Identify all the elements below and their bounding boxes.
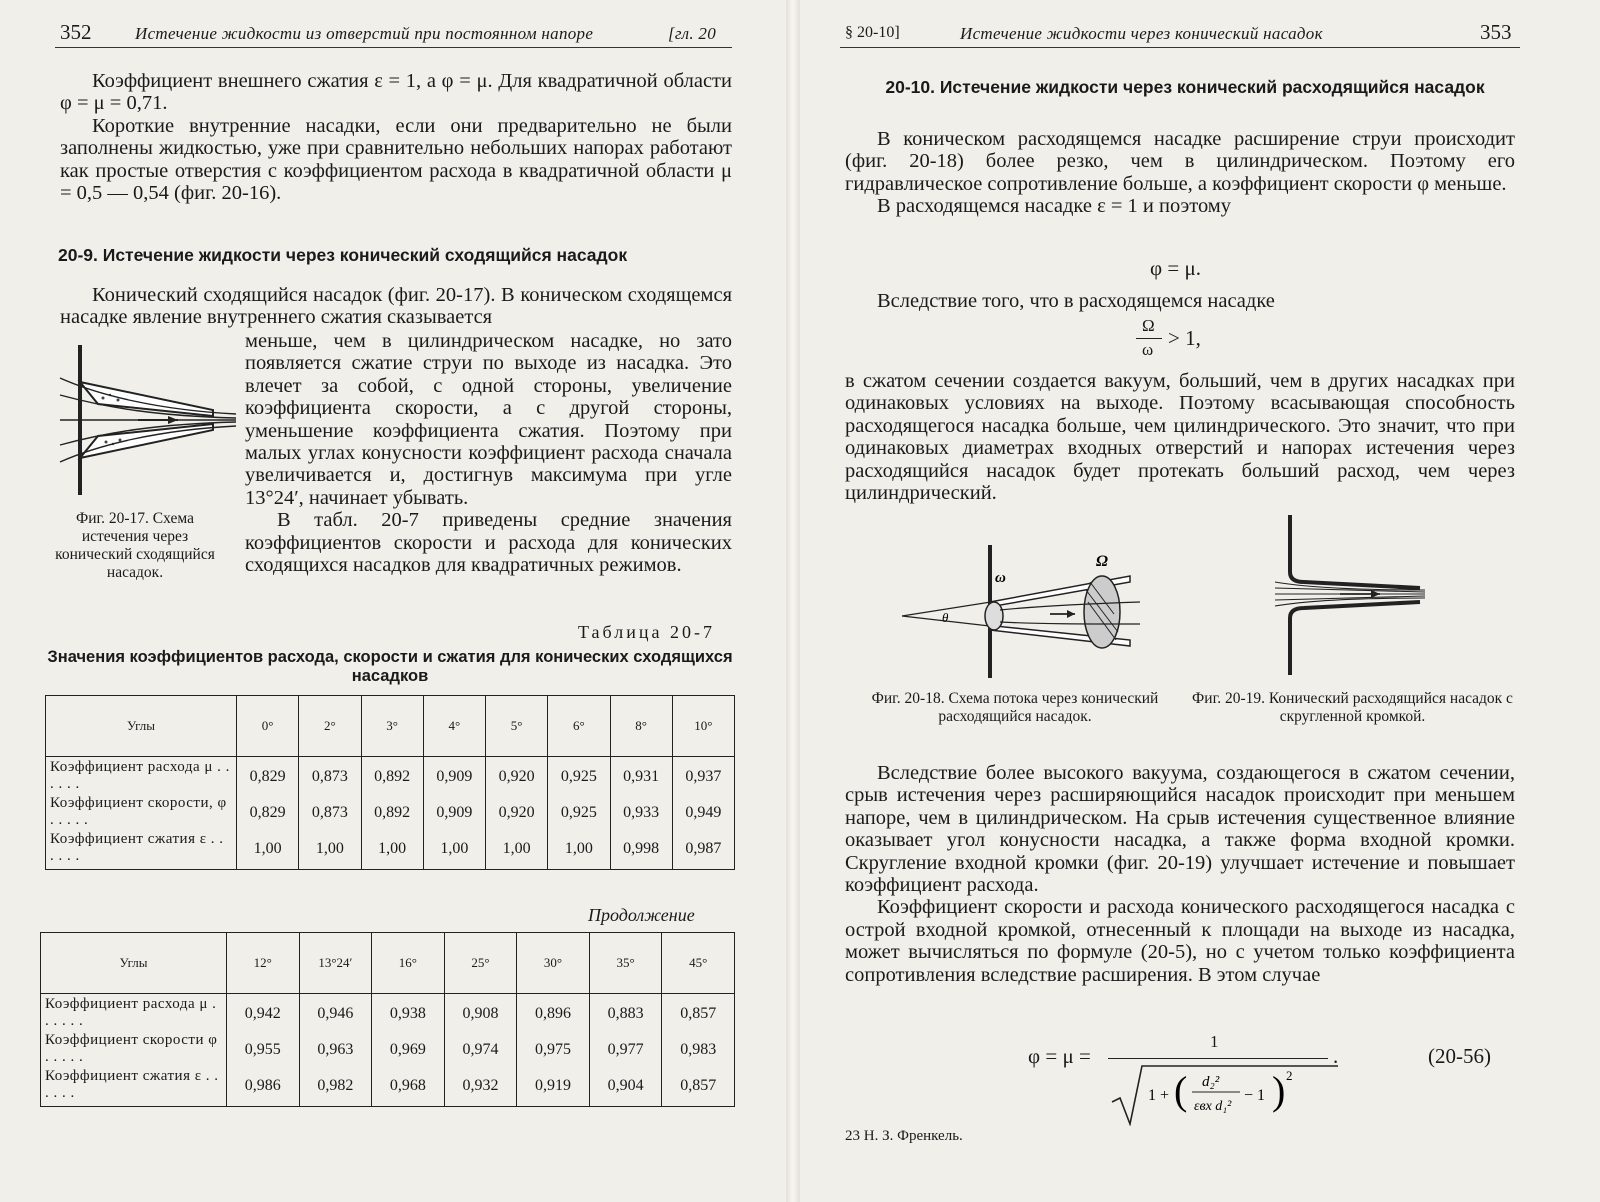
section-body [245, 330, 732, 576]
value-column [299, 994, 372, 1107]
value-column [486, 757, 548, 870]
header-angles: Углы [46, 696, 237, 757]
table-header-row [41, 933, 735, 994]
cell-mu: 0,920 [498, 768, 535, 785]
table-values-row [46, 757, 735, 870]
formula-number: (20-56) [1428, 1044, 1491, 1068]
cell-mu: 0,908 [462, 1005, 499, 1022]
section-lead [60, 284, 732, 329]
cell-eps: 1,00 [564, 840, 593, 857]
fig18-label-small: ω [995, 570, 1006, 586]
header-angle: 16° [372, 933, 445, 994]
cell-phi: 0,955 [244, 1041, 281, 1058]
right-page [800, 0, 1600, 1202]
section-title: 20-9. Истечение жидкости через конический сходящийся насадок [58, 245, 628, 265]
header-angle: 3° [361, 696, 423, 757]
value-column [423, 757, 485, 870]
cell-eps: 0,968 [389, 1077, 426, 1094]
page-number: 353 [1480, 20, 1512, 44]
cell-mu: 0,892 [374, 768, 411, 785]
cell-phi: 0,977 [607, 1041, 644, 1058]
cell-phi: 0,983 [680, 1041, 717, 1058]
table-header-row [46, 696, 735, 757]
coefficients-table-continued [40, 932, 735, 1107]
cell-mu: 0,909 [436, 768, 473, 785]
cell-mu: 0,925 [560, 768, 597, 785]
header-angle: 35° [589, 933, 662, 994]
value-column [662, 994, 735, 1107]
header-angle: 4° [423, 696, 485, 757]
row-label: Коэффициент сжатия ε . . . . . . [50, 831, 224, 864]
ratio-rest: > 1, [1168, 326, 1201, 350]
cell-mu: 0,829 [249, 768, 286, 785]
cell-eps: 0,857 [680, 1077, 717, 1094]
sqrt-denominator [1108, 1062, 1348, 1126]
table-values-row [41, 994, 735, 1107]
value-column [361, 757, 423, 870]
figure-caption: Фиг. 20-19. Конический расходящийся насадок с скругленной кромкой. [1192, 690, 1513, 725]
header-angle: 25° [444, 933, 517, 994]
svg-text:d₂²: d₂² [1202, 1074, 1220, 1090]
cell-phi: 0,933 [623, 804, 660, 821]
svg-text:2: 2 [1286, 1068, 1293, 1083]
svg-text:): ) [1272, 1068, 1286, 1113]
chapter-ref: [гл. 20 [668, 24, 717, 43]
running-head: Истечение жидкости через конический насадок [960, 24, 1323, 43]
figure-20-18 [900, 540, 1190, 680]
cell-eps: 1,00 [378, 840, 407, 857]
paragraph: В коническом расходящемся насадке расширение струи происходит (фиг. 20-18) более резко, чем в цилиндрическом. Поэтому его гидравлическое сопротивление больше, а коэффициент скорости φ меньше. [845, 128, 1515, 195]
cell-phi: 0,969 [389, 1041, 426, 1058]
row-label: Коэффициент расхода μ . . . . . . [50, 759, 230, 792]
header-angle: 45° [662, 933, 735, 994]
value-column [517, 994, 590, 1107]
ratio-denominator: ω [1142, 340, 1154, 359]
cell-mu: 0,857 [680, 1005, 717, 1022]
right-page-header [800, 18, 1600, 48]
cell-eps: 0,998 [623, 840, 660, 857]
header-angle: 0° [237, 696, 299, 757]
section-title: 20-10. Истечение жидкости через конический расходящийся насадок [885, 77, 1485, 97]
formula-lhs: φ = μ = [1028, 1044, 1091, 1068]
table-title: Значения коэффициентов расхода, скорости и сжатия для конических сходящихся насадков [47, 648, 733, 685]
cell-phi: 0,892 [374, 804, 411, 821]
cell-mu: 0,896 [535, 1005, 572, 1022]
section-body [845, 128, 1515, 218]
page-number: 352 [60, 20, 92, 44]
cell-eps: 1,00 [315, 840, 344, 857]
cell-eps: 0,986 [244, 1077, 281, 1094]
cell-phi: 0,920 [498, 804, 535, 821]
value-column [227, 994, 300, 1107]
header-angle: 12° [227, 933, 300, 994]
cell-phi: 0,975 [535, 1041, 572, 1058]
header-angle: 5° [486, 696, 548, 757]
page-footer: 23 Н. З. Френкель. [845, 1128, 963, 1144]
header-angle: 10° [672, 696, 734, 757]
cell-eps: 0,982 [317, 1077, 354, 1094]
cell-mu: 0,931 [623, 768, 660, 785]
cell-eps: 1,00 [253, 840, 282, 857]
cell-phi: 0,909 [436, 804, 473, 821]
value-column [548, 757, 610, 870]
cell-phi: 0,949 [685, 804, 722, 821]
cell-mu: 0,946 [317, 1005, 354, 1022]
paragraph: меньше, чем в цилиндрическом насадке, но зато появляется сжатие струи по выходе из насадка. Это влечет за собой, с одной стороны, увеличение коэффициента скорости, а с другой стороны, уменьшение коэффициента сжатия. Поэтому при малых углах конусности коэффициент расхода сначала увеличивается и, достигнув максимума при угле 13°24′, начинает убывать. [245, 330, 732, 509]
section-body-2 [845, 762, 1515, 986]
header-angle: 6° [548, 696, 610, 757]
figure-20-17 [58, 340, 238, 500]
cell-mu: 0,942 [244, 1005, 281, 1022]
paragraph: Вследствие более высокого вакуума, создающегося в сжатом сечении, срыв истечения через расширяющийся насадок происходит при меньшем напоре, чем в цилиндрическом. На срыв истечения существенное влияние оказывает угол конусности насадка, а также форма входной кромки. Скругление входной кромки (фиг. 20-19) улучшает истечение и повышает коэффициент расхода. [845, 762, 1515, 897]
cell-phi: 0,873 [311, 804, 348, 821]
paragraph: Коэффициент внешнего сжатия ε = 1, а φ = μ. Для квадратичной области φ = μ = 0,71. [60, 70, 732, 115]
row-label: Коэффициент скорости, φ . . . . . [50, 795, 227, 828]
header-angle: 30° [517, 933, 590, 994]
paragraph: Коэффициент скорости и расхода конического расходящегося насадка с острой входной кромкой, отнесенный к площади на выходе из насадка, может вычисляться по формуле (20-5), но с учетом только коэффициента сопротивления вследствие расширения. В этом случае [845, 896, 1515, 986]
left-page-header [0, 18, 786, 48]
header-angle: 13°24′ [299, 933, 372, 994]
equation-phi-mu: φ = μ. [1150, 256, 1201, 280]
row-label: Коэффициент расхода μ . . . . . . [45, 996, 217, 1029]
paragraph: Вследствие того, что в расходящемся насадке [877, 290, 1275, 312]
row-label: Коэффициент сжатия ε . . . . . . [45, 1068, 219, 1101]
header-angles: Углы [41, 933, 227, 994]
paragraph: Конический сходящийся насадок (фиг. 20-17). В коническом сходящемся насадке явление внутреннего сжатия сказывается [60, 284, 732, 329]
left-page [0, 0, 786, 1202]
ratio-numerator: Ω [1142, 316, 1155, 335]
fig18-label-big: Ω [1096, 553, 1108, 570]
row-labels [46, 757, 237, 870]
equation-ratio [1136, 316, 1216, 362]
svg-text:(: ( [1174, 1068, 1188, 1113]
cell-eps: 1,00 [502, 840, 531, 857]
cell-mu: 0,873 [311, 768, 348, 785]
svg-text:− 1: − 1 [1244, 1087, 1266, 1104]
figure-caption: Фиг. 20-17. Схема истечения через конический сходящийся насадок. [55, 510, 215, 581]
cell-eps: 0,932 [462, 1077, 499, 1094]
value-column [589, 994, 662, 1107]
value-column [299, 757, 361, 870]
paragraph: В табл. 20-7 приведены средние значения коэффициентов скорости и расхода для конических сходящихся насадков для квадратичных режимов. [245, 509, 732, 577]
header-angle: 8° [610, 696, 672, 757]
cell-phi: 0,925 [560, 804, 597, 821]
figure-20-19 [1270, 510, 1430, 680]
figure-caption: Фиг. 20-18. Схема потока через конический расходящийся насадок. [871, 690, 1159, 725]
fig18-angle: θ [942, 610, 949, 625]
cell-eps: 0,987 [685, 840, 722, 857]
cell-eps: 1,00 [440, 840, 469, 857]
value-column [444, 994, 517, 1107]
coefficients-table [45, 695, 735, 870]
cell-phi: 0,829 [249, 804, 286, 821]
continuation-label: Продолжение [588, 905, 695, 925]
intro-text [60, 70, 732, 204]
svg-text:1 +: 1 + [1148, 1087, 1170, 1104]
cell-mu: 0,883 [607, 1005, 644, 1022]
header-angle: 2° [299, 696, 361, 757]
book-gutter [786, 0, 800, 1202]
cell-mu: 0,937 [685, 768, 722, 785]
cell-phi: 0,963 [317, 1041, 354, 1058]
paragraph: Короткие внутренние насадки, если они предварительно не были заполнены жидкостью, уже при сравнительно небольших напорах работают как простые отверстия с коэффициентом расхода в квадратичной области μ = 0,5 — 0,54 (фиг. 20-16). [60, 114, 732, 205]
cell-eps: 0,904 [607, 1077, 644, 1094]
row-labels [41, 994, 227, 1107]
value-column [237, 757, 299, 870]
formula-numerator: 1 [1210, 1032, 1219, 1051]
cell-mu: 0,938 [389, 1005, 426, 1022]
cell-phi: 0,974 [462, 1041, 499, 1058]
cell-eps: 0,919 [535, 1077, 572, 1094]
section-ref: § 20-10] [845, 24, 900, 41]
row-label: Коэффициент скорости φ . . . . . [45, 1032, 218, 1065]
value-column [672, 757, 734, 870]
formula-20-56: φ = μ = 1 1 + ( d₂² εвх d₁² − 1 ) 2 . (20-56) [1028, 1036, 1528, 1126]
paragraph: В расходящемся насадке ε = 1 и поэтому [877, 195, 1232, 218]
table-label: Таблица 20-7 [578, 622, 715, 642]
running-head: Истечение жидкости из отверстий при постоянном напоре [135, 24, 594, 43]
value-column [610, 757, 672, 870]
svg-text:εвх d₁²: εвх d₁² [1194, 1099, 1232, 1114]
paragraph: в сжатом сечении создается вакуум, больший, чем в других насадках при одинаковых условиях на выходе. Поэтому всасывающая способность расходящегося насадка больше, чем цилиндрического. Это значит, что при одинаковых диаметрах входных отверстий и напорах истечения через расходящийся насадок будет протекать больший расход, чем через цилиндрический. [845, 370, 1515, 505]
value-column [372, 994, 445, 1107]
